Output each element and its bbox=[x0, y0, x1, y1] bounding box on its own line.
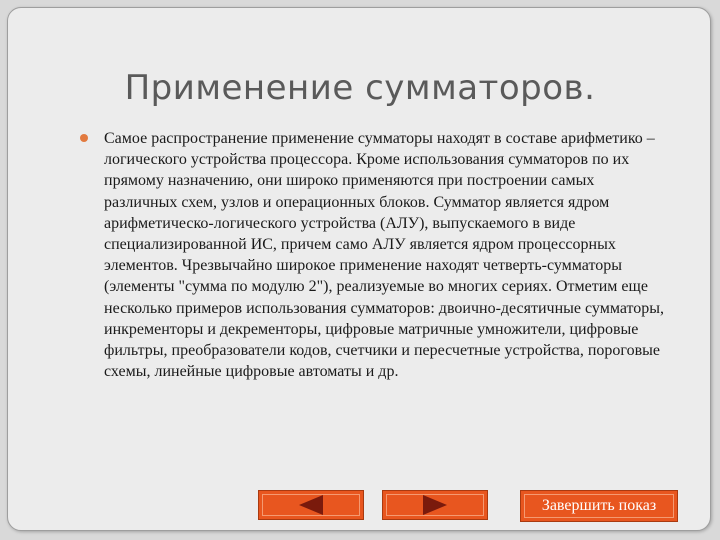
triangle-left-icon bbox=[299, 495, 323, 515]
bullet-dot-icon bbox=[80, 134, 88, 142]
end-show-label: Завершить показ bbox=[541, 497, 657, 514]
previous-slide-button[interactable] bbox=[258, 490, 364, 520]
bullet-item bbox=[80, 128, 670, 382]
slide bbox=[7, 7, 711, 531]
triangle-right-icon bbox=[423, 495, 447, 515]
slide-title: Применение сумматоров. bbox=[124, 68, 596, 108]
bullet-text: Самое распространение применение сумматоры находят в составе арифметико – логического устройства процессора. Кроме использования сумматоров по их прямому назначению, они широко применяются при построении самых различных схем, узлов и операционных блоков. Сумматор является ядром арифметическо-логического устройства (АЛУ), выпускаемого в виде специализированной ИС, причем само АЛУ является ядром процессорных элементов. Чрезвычайно широкое применение находят четверть-сумматоры (элементы "сумма по модулю 2"), реализуемые во многих сериях. Отметим еще несколько примеров использования сумматоров: двоично-десятичные сумматоры, инкременторы и декременторы, цифровые матричные умножители, цифровые фильтры, преобразователи кодов, счетчики и пересчетные устройства, пороговые схемы, линейные цифровые автоматы и др. bbox=[104, 130, 665, 381]
end-show-button[interactable] bbox=[520, 490, 678, 522]
next-slide-button[interactable] bbox=[382, 490, 488, 520]
